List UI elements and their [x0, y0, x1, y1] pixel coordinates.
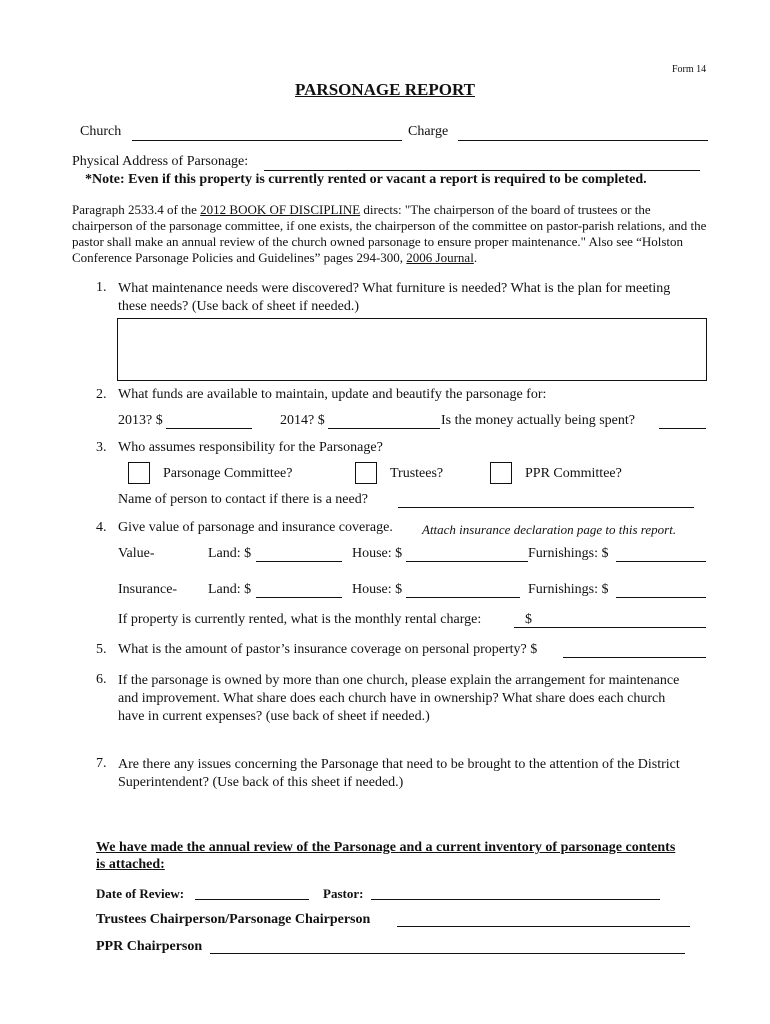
insurance-furnishings-field[interactable]	[616, 597, 706, 598]
q5-number: 5.	[96, 642, 107, 657]
intro-paragraph	[72, 202, 712, 266]
parsonage-committee-checkbox[interactable]	[128, 462, 150, 484]
value-furnishings-field[interactable]	[616, 561, 706, 562]
trustees-chair-field[interactable]	[397, 926, 690, 927]
intro-part3: .	[473, 250, 478, 265]
q2-2013-label: 2013? $	[118, 413, 163, 428]
pastor-field[interactable]	[371, 899, 660, 900]
value-furnishings-label: Furnishings: $	[528, 546, 609, 561]
note-text: *Note: Even if this property is currently rented or vacant a report is required to be completed.	[85, 172, 647, 187]
q2-2014-label: 2014? $	[280, 413, 325, 428]
rental-field[interactable]	[514, 627, 706, 628]
charge-label: Charge	[408, 124, 449, 139]
q1-text: What maintenance needs were discovered? What furniture is needed? What is the plan for meeting these needs? (Use back of sheet if needed.)	[118, 281, 671, 314]
rental-dollar: $	[525, 612, 532, 627]
church-field[interactable]	[132, 140, 402, 141]
value-land-field[interactable]	[256, 561, 342, 562]
insurance-land-label: Land: $	[208, 582, 252, 597]
charge-field[interactable]	[458, 140, 708, 141]
q5-field[interactable]	[563, 657, 706, 658]
q2-2014-field[interactable]	[328, 428, 440, 429]
value-house-field[interactable]	[406, 561, 528, 562]
ppr-chair-label: PPR Chairperson	[96, 939, 203, 954]
trustees-checkbox[interactable]	[355, 462, 377, 484]
intro-part1: Paragraph 2533.4 of the	[72, 202, 201, 217]
insurance-label: Insurance-	[118, 582, 178, 597]
q2-text: What funds are available to maintain, update and beautify the parsonage for:	[118, 387, 547, 402]
q4-note: Attach insurance declaration page to this report.	[422, 522, 677, 537]
ppr-committee-checkbox[interactable]	[490, 462, 512, 484]
journal-ref: 2006 Journal	[406, 250, 474, 265]
q2-spent-label: Is the money actually being spent?	[441, 413, 635, 428]
contact-field[interactable]	[398, 507, 694, 508]
form-number: Form 14	[672, 64, 707, 75]
church-label: Church	[80, 124, 122, 139]
q3-text: Who assumes responsibility for the Parsonage?	[118, 440, 383, 455]
intro-part2: directs: "The chairperson of the board of trustees or the chairperson of the parsonage committee, if one exists, the chairperson of the committee on pastor-parish relations, and the pastor shall make an annual review of the church owned parsonage to ensure proper maintenance." Also see “Holston Conference Parsonage Policies and Guidelines” pages 294-300,	[72, 202, 707, 265]
q2-spent-field[interactable]	[659, 428, 706, 429]
q2-number: 2.	[96, 387, 107, 402]
parsonage-committee-label: Parsonage Committee?	[163, 466, 293, 481]
book-of-discipline: 2012 BOOK OF DISCIPLINE	[200, 202, 361, 217]
q3-number: 3.	[96, 440, 107, 455]
q4-number: 4.	[96, 520, 107, 535]
ppr-chair-field[interactable]	[210, 953, 685, 954]
insurance-house-field[interactable]	[406, 597, 520, 598]
trustees-chair-label: Trustees Chairperson/Parsonage Chairperson	[96, 912, 371, 927]
trustees-label: Trustees?	[390, 466, 444, 481]
contact-label: Name of person to contact if there is a need?	[118, 492, 368, 507]
q1-number: 1.	[96, 280, 107, 295]
q6-text: If the parsonage is owned by more than one church, please explain the arrangement for maintenance and improvement. What share does each church have in ownership? What share does each church have in current expenses? (use back of sheet if needed.)	[118, 673, 680, 724]
q5-text: What is the amount of pastor’s insurance coverage on personal property? $	[118, 642, 538, 657]
q7-number: 7.	[96, 756, 107, 771]
insurance-furnishings-label: Furnishings: $	[528, 582, 609, 597]
q4-text: Give value of parsonage and insurance coverage.	[118, 520, 393, 535]
date-label: Date of Review:	[96, 886, 185, 901]
q2-2013-field[interactable]	[166, 428, 252, 429]
value-land-label: Land: $	[208, 546, 252, 561]
q7-text: Are there any issues concerning the Parsonage that need to be brought to the attention of the District Superintendent? (Use back of this sheet if needed.)	[118, 757, 680, 790]
q1-answer-box[interactable]	[117, 318, 707, 381]
attestation-statement: We have made the annual review of the Parsonage and a current inventory of parsonage contents is attached:	[96, 840, 676, 872]
rental-label: If property is currently rented, what is the monthly rental charge:	[118, 612, 482, 627]
insurance-land-field[interactable]	[256, 597, 342, 598]
insurance-house-label: House: $	[352, 582, 403, 597]
address-field[interactable]	[264, 170, 700, 171]
q6-number: 6.	[96, 672, 107, 687]
page-title: PARSONAGE REPORT	[295, 80, 475, 99]
pastor-label: Pastor:	[323, 886, 364, 901]
date-field[interactable]	[195, 899, 309, 900]
value-house-label: House: $	[352, 546, 403, 561]
address-label: Physical Address of Parsonage:	[72, 154, 249, 169]
value-label: Value-	[118, 546, 155, 561]
ppr-committee-label: PPR Committee?	[525, 466, 622, 481]
